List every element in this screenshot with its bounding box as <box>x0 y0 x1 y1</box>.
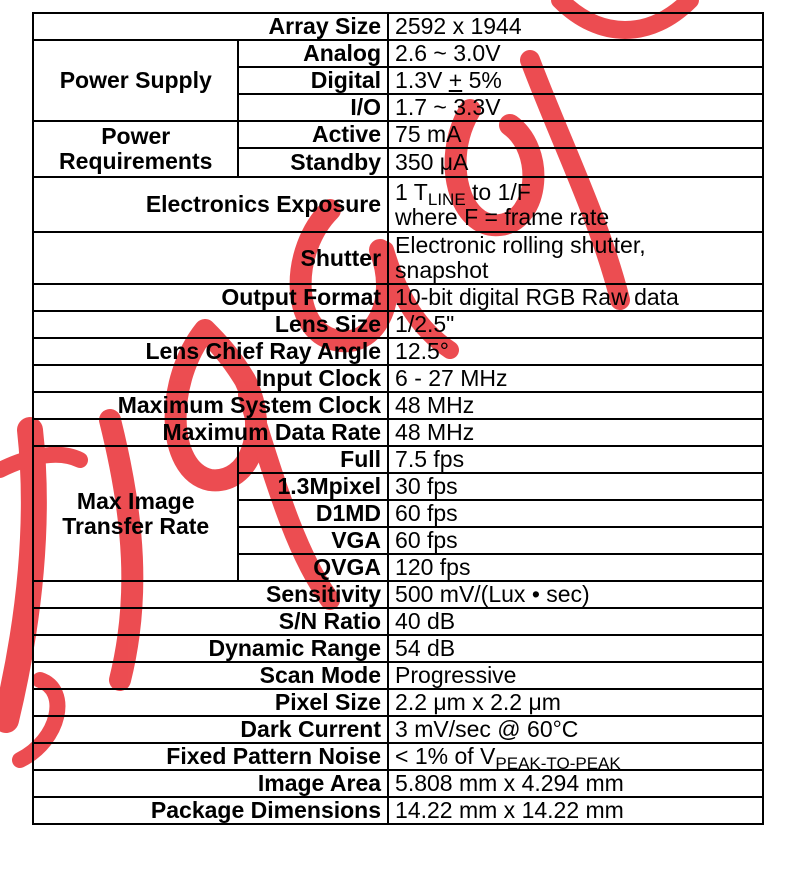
dynamic-range-label: Dynamic Range <box>33 635 388 662</box>
input-clock-label: Input Clock <box>33 365 388 392</box>
lens-cra-label: Lens Chief Ray Angle <box>33 338 388 365</box>
table-row-lens-cra <box>33 338 763 365</box>
full-value: 7.5 fps <box>388 446 763 473</box>
table-row-shutter <box>33 232 763 284</box>
active-value: 75 mA <box>388 121 763 148</box>
d1md-value: 60 fps <box>388 500 763 527</box>
standby-label: Standby <box>238 148 388 177</box>
package-dimensions-label: Package Dimensions <box>33 797 388 824</box>
fixed-pattern-noise-label: Fixed Pattern Noise <box>33 743 388 770</box>
fpn-value-main: < 1% of V <box>395 743 496 769</box>
digital-value <box>388 67 763 94</box>
package-dimensions-value: 14.22 mm x 14.22 mm <box>388 797 763 824</box>
table-row-transfer-full <box>33 446 763 473</box>
electronics-exposure-value <box>388 177 763 232</box>
fixed-pattern-noise-value <box>388 743 763 773</box>
table-row-max-data-rate <box>33 419 763 446</box>
digital-value-main: 1.3V <box>395 67 449 93</box>
dark-current-label: Dark Current <box>33 716 388 743</box>
max-transfer-rate-label <box>33 446 238 581</box>
exposure-value-prefix: 1 T <box>395 178 428 205</box>
lens-size-value: 1/2.5" <box>388 311 763 338</box>
io-label: I/O <box>238 94 388 121</box>
array-size-value: 2592 x 1944 <box>388 13 763 40</box>
vga-value: 60 fps <box>388 527 763 554</box>
sn-ratio-value: 40 dB <box>388 608 763 635</box>
table-row-fixed-pattern-noise <box>33 743 763 770</box>
digital-label: Digital <box>238 67 388 94</box>
input-clock-value: 6 - 27 MHz <box>388 365 763 392</box>
shutter-value-line2: snapshot <box>395 257 489 283</box>
output-format-value: 10-bit digital RGB Raw data <box>388 284 763 311</box>
max-system-clock-value: 48 MHz <box>388 392 763 419</box>
max-transfer-label-line2: Transfer Rate <box>62 512 210 539</box>
table-row-package-dimensions <box>33 797 763 824</box>
power-supply-label: Power Supply <box>33 40 238 121</box>
image-area-label: Image Area <box>33 770 388 797</box>
table-row-power-req-active <box>33 121 763 148</box>
mpixel-value: 30 fps <box>388 473 763 500</box>
exposure-value-line2: where F = frame rate <box>395 203 610 230</box>
io-value: 1.7 ~ 3.3V <box>388 94 763 121</box>
sensitivity-label: Sensitivity <box>33 581 388 608</box>
d1md-label: D1MD <box>238 500 388 527</box>
array-size-label: Array Size <box>33 13 388 40</box>
dynamic-range-value: 54 dB <box>388 635 763 662</box>
shutter-value <box>388 232 763 284</box>
power-requirements-label-line1: Power <box>101 123 171 149</box>
exposure-value-subscript: LINE <box>427 189 466 209</box>
exposure-value-line1 <box>395 178 756 209</box>
shutter-value-line1: Electronic rolling shutter, <box>395 232 646 258</box>
full-label: Full <box>238 446 388 473</box>
power-requirements-label-line2: Requirements <box>59 148 213 174</box>
table-row-dynamic-range <box>33 635 763 662</box>
sensitivity-value: 500 mV/(Lux • sec) <box>388 581 763 608</box>
table-row-image-area <box>33 770 763 797</box>
image-area-value: 5.808 mm x 4.294 mm <box>388 770 763 797</box>
max-system-clock-label: Maximum System Clock <box>33 392 388 419</box>
qvga-label: QVGA <box>238 554 388 581</box>
sn-ratio-label: S/N Ratio <box>33 608 388 635</box>
mpixel-label: 1.3Mpixel <box>238 473 388 500</box>
table-row-lens-size <box>33 311 763 338</box>
analog-value: 2.6 ~ 3.0V <box>388 40 763 67</box>
shutter-label: Shutter <box>33 232 388 284</box>
fpn-value-subscript: PEAK-TO-PEAK <box>495 754 621 773</box>
plus-minus-sign: + <box>448 67 463 93</box>
pixel-size-value: 2.2 μm x 2.2 μm <box>388 689 763 716</box>
standby-value: 350 μA <box>388 148 763 177</box>
table-row-array-size <box>33 13 763 40</box>
table-row-sn-ratio <box>33 608 763 635</box>
table-row-input-clock <box>33 365 763 392</box>
table-row-max-system-clock <box>33 392 763 419</box>
digital-value-tolerance: 5% <box>462 67 502 93</box>
max-data-rate-value: 48 MHz <box>388 419 763 446</box>
lens-cra-value: 12.5° <box>388 338 763 365</box>
table-row-scan-mode <box>33 662 763 689</box>
table-row-dark-current <box>33 716 763 743</box>
table-row-pixel-size <box>33 689 763 716</box>
pixel-size-label: Pixel Size <box>33 689 388 716</box>
scan-mode-label: Scan Mode <box>33 662 388 689</box>
dark-current-value: 3 mV/sec @ 60°C <box>388 716 763 743</box>
power-requirements-label <box>33 121 238 177</box>
qvga-value: 120 fps <box>388 554 763 581</box>
spec-table <box>32 12 764 825</box>
active-label: Active <box>238 121 388 148</box>
table-row-output-format <box>33 284 763 311</box>
max-data-rate-label: Maximum Data Rate <box>33 419 388 446</box>
output-format-label: Output Format <box>33 284 388 311</box>
analog-label: Analog <box>238 40 388 67</box>
exposure-value-suffix: to 1/F <box>465 178 531 205</box>
vga-label: VGA <box>238 527 388 554</box>
table-row-sensitivity <box>33 581 763 608</box>
lens-size-label: Lens Size <box>33 311 388 338</box>
max-transfer-label-line1: Max Image <box>76 487 195 514</box>
scan-mode-value: Progressive <box>388 662 763 689</box>
table-row-electronics-exposure <box>33 177 763 232</box>
table-row-power-supply-analog <box>33 40 763 67</box>
electronics-exposure-label: Electronics Exposure <box>33 177 388 232</box>
